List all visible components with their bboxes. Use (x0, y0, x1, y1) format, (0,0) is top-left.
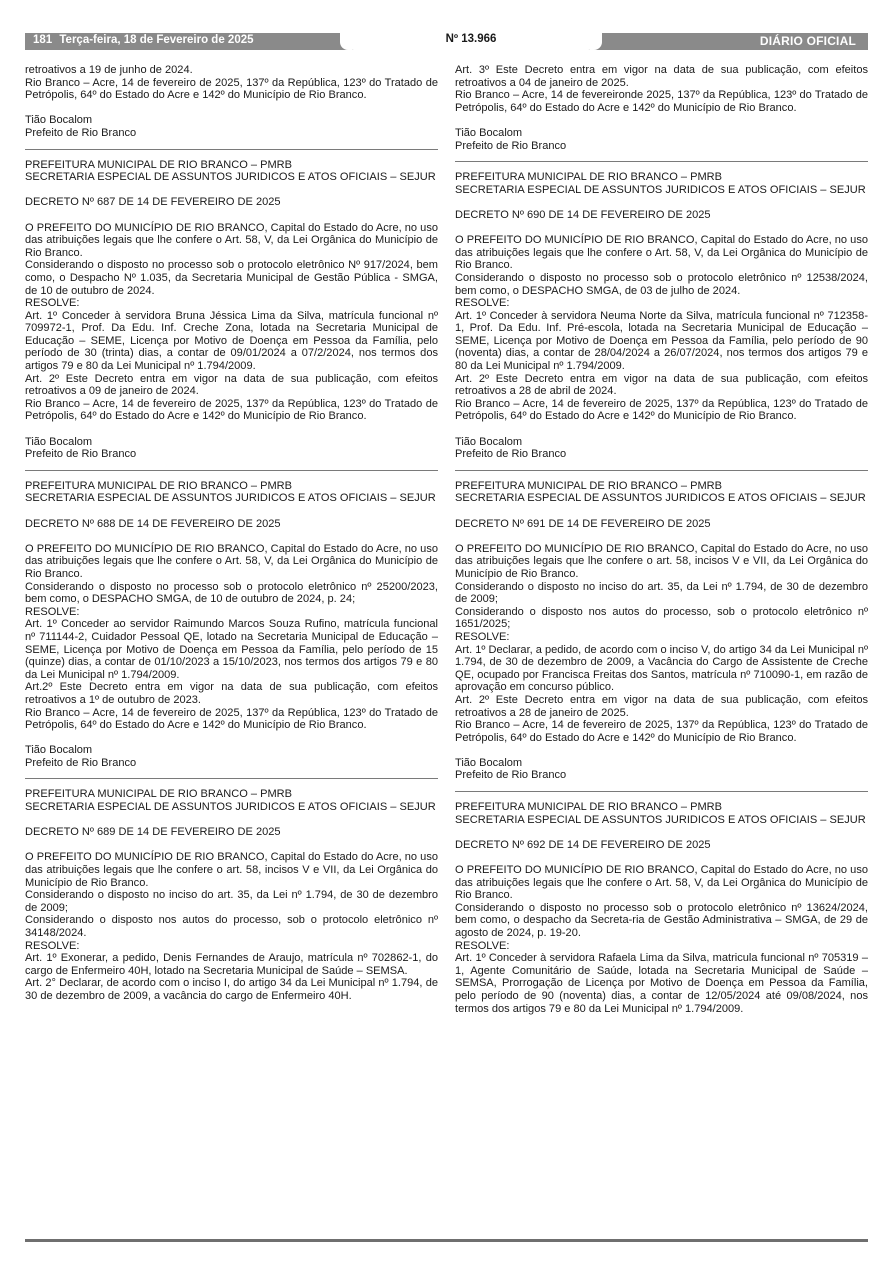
decree-paragraph: Considerando o disposto no processo sob o protocolo eletrônico nº 25200/2023, bem como, o DESPACHO SMGA, de 10 de outubro de 2024, p. 24; (25, 580, 438, 606)
organization-name: PREFEITURA MUNICIPAL DE RIO BRANCO – PMRB (25, 788, 293, 801)
section-divider (455, 161, 868, 162)
continued-text: Art. 3º Este Decreto entra em vigor na data de sua publicação, com efeitos retroativos a 04 de janeiro de 2025. (455, 64, 868, 89)
decree-paragraph: O PREFEITO DO MUNICÍPIO DE RIO BRANCO, Capital do Estado do Acre, no uso das atribuições legais que lhe confere o Art. 58, V, da Lei Orgânica do Município de Rio Branco. (455, 864, 868, 902)
decree-paragraph: RESOLVE: (25, 939, 80, 952)
decree-block (25, 788, 438, 1002)
decree-title: DECRETO Nº 690 DE 14 DE FEVEREIRO DE 2025 (455, 208, 711, 221)
decree-paragraph: Rio Branco – Acre, 14 de fevereiro de 2025, 137º da República, 123º do Tratado de Petrópolis, 64º do Estado do Acre e 142º do Município de Rio Branco. (25, 706, 438, 732)
decree-title: DECRETO Nº 687 DE 14 DE FEVEREIRO DE 2025 (25, 196, 281, 209)
decree-paragraph: RESOLVE: (455, 630, 510, 643)
department-name: SECRETARIA ESPECIAL DE ASSUNTOS JURIDICOS E ATOS OFICIAIS – SEJUR (455, 813, 866, 826)
decree-block (455, 801, 868, 1015)
department-name: SECRETARIA ESPECIAL DE ASSUNTOS JURIDICOS E ATOS OFICIAIS – SEJUR (455, 183, 866, 196)
signature-name: Tião Bocalom (25, 114, 93, 127)
decree-paragraph: RESOLVE: (455, 939, 510, 952)
page-number: 181 (33, 34, 53, 46)
decree-paragraph: Rio Branco – Acre, 14 de fevereiro de 2025, 137º da República, 123º do Tratado de Petrópolis, 64º do Estado do Acre e 142º do Município de Rio Branco. (25, 397, 438, 423)
decree-paragraph: Considerando o disposto no inciso do art. 35, da Lei nº 1.794, de 30 de dezembro de 2009; (455, 580, 868, 606)
signature-name: Tião Bocalom (455, 756, 523, 769)
decree-paragraph: Art. 2° Declarar, de acordo com o inciso I, do artigo 34 da Lei Municipal nº 1.794, de 30 de dezembro de 2009, a vacância do cargo de Enfermeiro 40H. (25, 977, 438, 1002)
decree-title: DECRETO Nº 692 DE 14 DE FEVEREIRO DE 2025 (455, 838, 711, 851)
decree-paragraph: O PREFEITO DO MUNICÍPIO DE RIO BRANCO, Capital do Estado do Acre, no uso das atribuições legais que lhe confere o Art. 58, V, da Lei Orgânica do Município de Rio Branco. (455, 234, 868, 272)
publication-name: DIÁRIO OFICIAL (759, 34, 856, 48)
decree-paragraph: Art. 1º Conceder à servidora Bruna Jéssica Lima da Silva, matrícula funcional nº 709972-1, Prof. Da Edu. Inf. Creche Zona, lotada na Secretaria Municipal de Educação – SEME, Licença por Motivo de Doença em Pessoa da Família, pelo período de 30 (trinta) dias, a contar de 09/01/2024 a 07/2/2024, nos termos dos artigos 79 e 80 da Lei Municipal nº 1.794/2009. (25, 309, 438, 373)
decree-title: DECRETO Nº 688 DE 14 DE FEVEREIRO DE 2025 (25, 517, 281, 530)
decree-paragraph: O PREFEITO DO MUNICÍPIO DE RIO BRANCO, Capital do Estado do Acre, no uso das atribuições legais que lhe confere o art. 58, incisos V e VII, da Lei Orgânica do Município de Rio Branco. (25, 851, 438, 889)
section-divider (455, 470, 868, 471)
decree-block (455, 171, 868, 461)
continued-text: retroativos a 19 de junho de 2024. (25, 64, 193, 76)
decree-paragraph: Art. 2º Este Decreto entra em vigor na data de sua publicação, com efeitos retroativos a 09 de janeiro de 2024. (25, 372, 438, 398)
signature-title: Prefeito de Rio Branco (25, 448, 137, 461)
decree-paragraph: O PREFEITO DO MUNICÍPIO DE RIO BRANCO, Capital do Estado do Acre, no uso das atribuições legais que lhe confere o Art. 58, V, da Lei Orgânica do Município de Rio Branco. (25, 221, 438, 259)
decree-list (455, 171, 868, 1015)
decree-title: DECRETO Nº 689 DE 14 DE FEVEREIRO DE 2025 (25, 826, 281, 839)
decree-paragraph: Considerando o disposto no inciso do art. 35, da Lei nº 1.794, de 30 de dezembro de 2009; (25, 889, 438, 914)
left-column (25, 64, 438, 1003)
department-name: SECRETARIA ESPECIAL DE ASSUNTOS JURIDICOS E ATOS OFICIAIS – SEJUR (455, 492, 866, 505)
department-name: SECRETARIA ESPECIAL DE ASSUNTOS JURIDICOS E ATOS OFICIAIS – SEJUR (25, 171, 436, 184)
section-divider (455, 791, 868, 792)
organization-name: PREFEITURA MUNICIPAL DE RIO BRANCO – PMRB (455, 171, 723, 184)
signature-name: Tião Bocalom (25, 435, 93, 448)
decree-paragraph: Considerando o disposto no processo sob o protocolo eletrônico nº 13624/2024, bem como, o despacho da Secreta-ria de Gestão Administrativa – SMGA, de 29 de agosto de 2024, p. 19-20. (455, 901, 868, 939)
decree-paragraph: Rio Branco – Acre, 14 de fevereiro de 2025, 137º da República, 123º do Tratado de Petrópolis, 64º do Estado do Acre e 142º do Município de Rio Branco. (455, 719, 868, 744)
decree-paragraph: Art. 1º Conceder ao servidor Raimundo Marcos Souza Rufino, matrícula funcional nº 711144-2, Cuidador Pessoal QE, lotado na Secretaria Municipal de Educação – SEME, Licença por Motivo de Doença em Pessoa da Família, pelo período de 15 (quinze) dias, a contar de 01/10/2023 a 15/10/2023, nos termos dos artigos 79 e 80 da Lei Municipal nº 1.794/2009. (25, 618, 438, 681)
decree-paragraph: Art. 1º Exonerar, a pedido, Denis Fernandes de Araujo, matrícula nº 702862-1, do cargo de Enfermeiro 40H, lotado na Secretaria Municipal de Saúde – SEMSA. (25, 952, 438, 977)
decree-paragraph: RESOLVE: (455, 297, 510, 310)
signature-title: Prefeito de Rio Branco (25, 126, 137, 139)
header-left (33, 34, 254, 46)
signature-name: Tião Bocalom (455, 126, 523, 139)
decree-list (25, 159, 438, 1003)
decree-paragraph: Art. 2º Este Decreto entra em vigor na data de sua publicação, com efeitos retroativos a 28 de abril de 2024. (455, 372, 868, 398)
decree-title: DECRETO Nº 691 DE 14 DE FEVEREIRO DE 2025 (455, 517, 711, 530)
section-divider (25, 149, 438, 150)
section-divider (25, 470, 438, 471)
organization-name: PREFEITURA MUNICIPAL DE RIO BRANCO – PMRB (455, 479, 723, 492)
signature-name: Tião Bocalom (25, 744, 93, 757)
decree-paragraph: RESOLVE: (25, 605, 80, 618)
decree-paragraph: Considerando o disposto no processo sob o protocolo eletrônico nº 12538/2024, bem como, o DESPACHO SMGA, de 03 de julho de 2024. (455, 271, 868, 297)
continued-text: Rio Branco – Acre, 14 de fevereironde 2025, 137º da República, 123º do Tratado de Petrópolis, 64º do Estado do Acre e 142º do Município de Rio Branco. (455, 89, 868, 114)
issue-number: Nº 13.966 (445, 33, 497, 45)
signature-title: Prefeito de Rio Branco (455, 448, 567, 461)
footer-rule (25, 1239, 868, 1242)
decree-paragraph: Art.2º Este Decreto entra em vigor na data de sua publicação, com efeitos retroativos a 1º de outubro de 2023. (25, 681, 438, 706)
organization-name: PREFEITURA MUNICIPAL DE RIO BRANCO – PMRB (25, 158, 293, 171)
decree-paragraph: Art. 1º Conceder à servidora Rafaela Lima da Silva, matricula funcional nº 705319 – 1, Agente Comunitário de Saúde, lotada na Secretaria Municipal de Saúde – SEMSA, Prorrogação de Licença por Motivo de Doença em Pessoa da Família, pelo período de 90 (noventa) dias, a contar de 12/05/2024 até 09/08/2024, nos termos dos artigos 79 e 80 da Lei Municipal nº 1.794/2009. (455, 952, 868, 1015)
decree-block (455, 480, 868, 782)
decree-paragraph: Rio Branco – Acre, 14 de fevereiro de 2025, 137º da República, 123º do Tratado de Petrópolis, 64º do Estado do Acre e 142º do Município de Rio Branco. (455, 397, 868, 423)
section-divider (25, 778, 438, 779)
decree-paragraph: Considerando o disposto no processo sob o protocolo eletrônico Nº 917/2024, bem como, o Despacho Nº 1.035, da Secretaria Municipal de Gestão Pública - SMGA, de 10 de outubro de 2024. (25, 259, 438, 297)
signature-title: Prefeito de Rio Branco (455, 139, 567, 152)
continued-text: Rio Branco – Acre, 14 de fevereiro de 2025, 137º da República, 123º do Tratado de Petrópolis, 64º do Estado do Acre e 142º do Município de Rio Branco. (25, 76, 438, 102)
decree-paragraph: Art. 2º Este Decreto entra em vigor na data de sua publicação, com efeitos retroativos a 28 de janeiro de 2025. (455, 693, 868, 719)
organization-name: PREFEITURA MUNICIPAL DE RIO BRANCO – PMRB (25, 479, 293, 492)
decree-paragraph: O PREFEITO DO MUNICÍPIO DE RIO BRANCO, Capital do Estado do Acre, no uso das atribuições legais que lhe confere o Art. 58, V, da Lei Orgânica do Município de Rio Branco. (25, 542, 438, 580)
page-header (25, 33, 868, 50)
department-name: SECRETARIA ESPECIAL DE ASSUNTOS JURIDICOS E ATOS OFICIAIS – SEJUR (25, 801, 436, 814)
signature-title: Prefeito de Rio Branco (455, 769, 567, 782)
decree-paragraph: Art. 1º Declarar, a pedido, de acordo com o inciso V, do artigo 34 da Lei Municipal nº 1.794, de 30 de dezembro de 2009, a Vacância do Cargo de Assistente de Creche QE, ocupado por Francisca Freitas dos Santos, matrícula nº 710090-1, em razão de aprovação em concurso público. (455, 643, 868, 694)
header-date: Terça-feira, 18 de Fevereiro de 2025 (59, 34, 254, 46)
decree-block (25, 480, 438, 770)
decree-paragraph: Art. 1º Conceder à servidora Neuma Norte da Silva, matrícula funcional nº 712358-1, Prof. Da Edu. Inf. Pré-escola, lotada na Secretaria Municipal de Educação – SEME, Licença por Motivo de Doença em Pessoa da Família, pelo período de 90 (noventa) dias, a contar de 28/04/2024 a 26/07/2024, nos termos dos artigos 79 e 80 da Lei Municipal nº 1.794/2009. (455, 309, 868, 373)
organization-name: PREFEITURA MUNICIPAL DE RIO BRANCO – PMRB (455, 801, 723, 814)
right-column (455, 64, 868, 1015)
signature-title: Prefeito de Rio Branco (25, 756, 137, 769)
decree-paragraph: RESOLVE: (25, 297, 80, 310)
decree-paragraph: Considerando o disposto nos autos do processo, sob o protocolo eletrônico nº 1651/2025; (455, 605, 868, 631)
department-name: SECRETARIA ESPECIAL DE ASSUNTOS JURIDICOS E ATOS OFICIAIS – SEJUR (25, 492, 436, 505)
decree-paragraph: Considerando o disposto nos autos do processo, sob o protocolo eletrônico nº 34148/2024. (25, 914, 438, 939)
decree-paragraph: O PREFEITO DO MUNICÍPIO DE RIO BRANCO, Capital do Estado do Acre, no uso das atribuições legais que lhe confere o art. 58, incisos V e VII, da Lei Orgânica do Município de Rio Branco. (455, 542, 868, 580)
signature-name: Tião Bocalom (455, 435, 523, 448)
decree-block (25, 159, 438, 461)
